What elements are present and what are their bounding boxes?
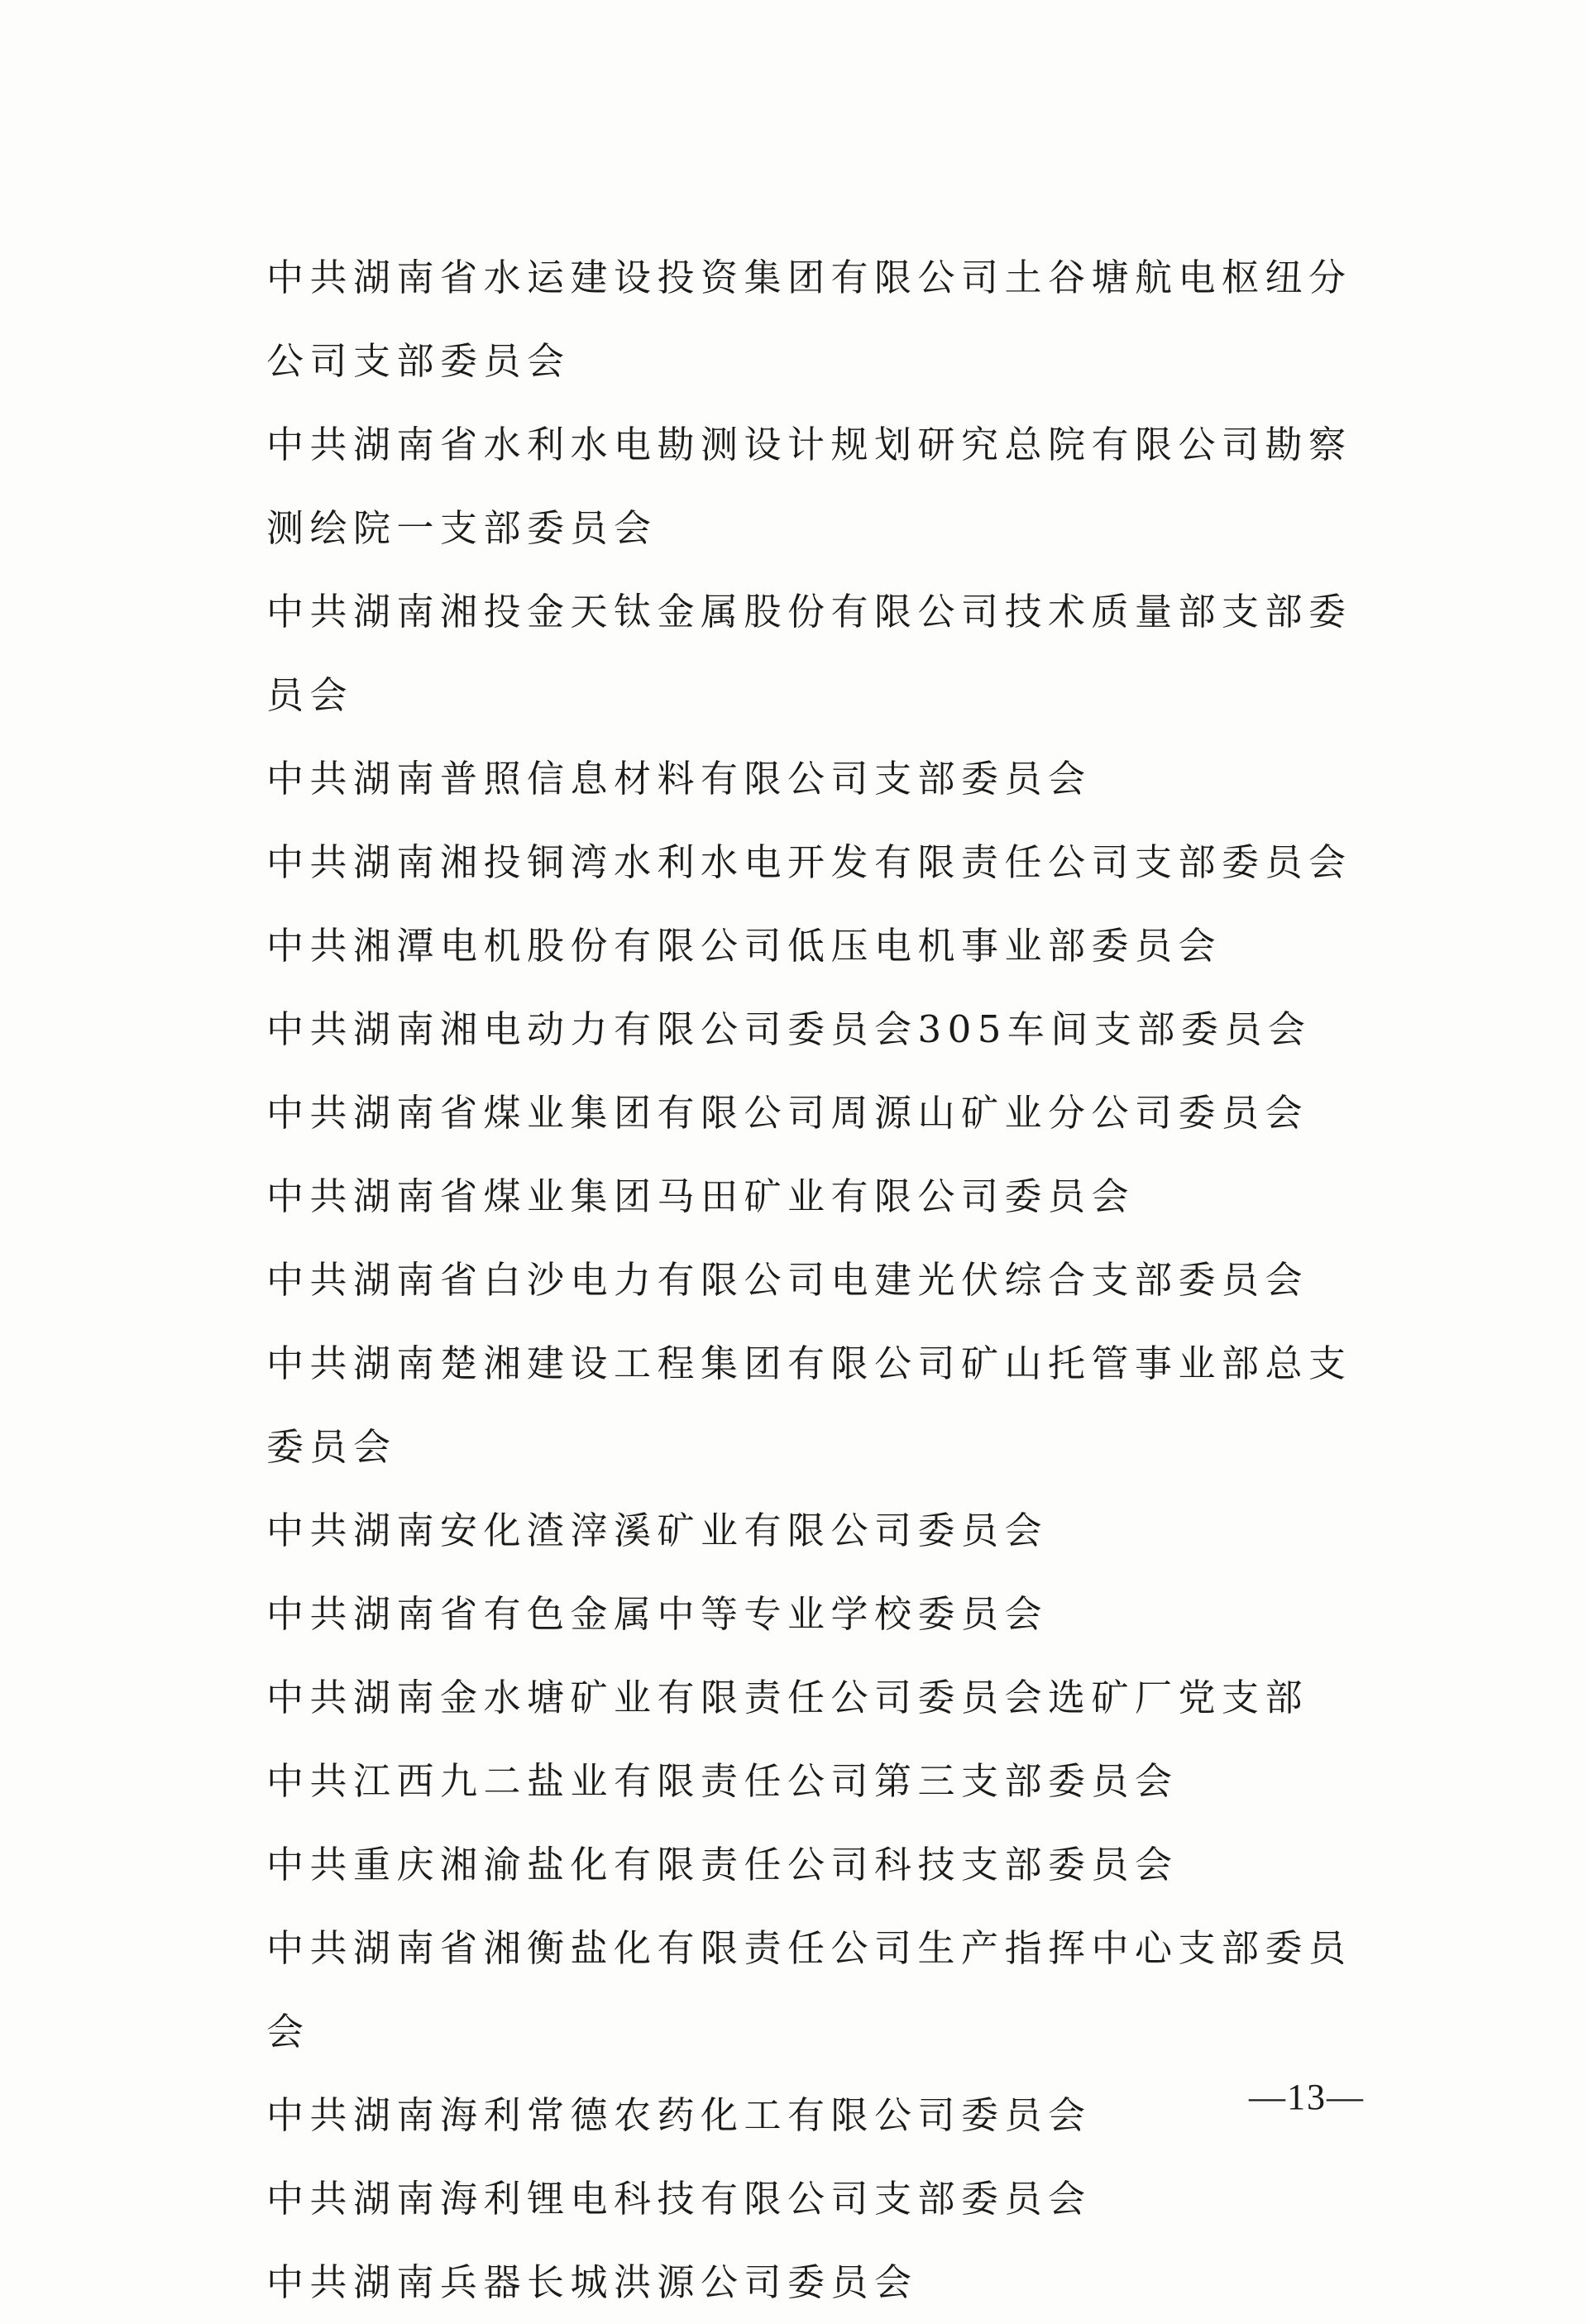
list-item: 中共湖南省湘衡盐化有限责任公司生产指挥中心支部委员会 — [266, 1926, 1352, 2054]
list-item: 中共湖南湘投铜湾水利水电开发有限责任公司支部委员会 — [266, 840, 1352, 884]
list-item: 中共湖南安化渣滓溪矿业有限公司委员会 — [266, 1509, 1049, 1552]
list-item: 中共湖南金水塘矿业有限责任公司委员会选矿厂党支部 — [266, 1676, 1309, 1719]
list-item: 中共湖南海利锂电科技有限公司支部委员会 — [266, 2177, 1092, 2221]
list-item: 中共湖南省水利水电勘测设计规划研究总院有限公司勘察测绘院一支部委员会 — [266, 423, 1352, 550]
list-item: 中共江西九二盐业有限责任公司第三支部委员会 — [266, 1759, 1179, 1803]
list-item: 中共湖南省煤业集团马田矿业有限公司委员会 — [266, 1174, 1136, 1218]
list-item: 中共湖南兵器长城洪源公司委员会 — [266, 2260, 918, 2304]
list-item: 中共湖南湘投金天钛金属股份有限公司技术质量部支部委员会 — [266, 590, 1352, 717]
list-item: 中共湖南湘电动力有限公司委员会305车间支部委员会 — [266, 1007, 1312, 1051]
list-item: 中共重庆湘渝盐化有限责任公司科技支部委员会 — [266, 1843, 1179, 1886]
list-item: 中共湖南省水运建设投资集团有限公司土谷塘航电枢纽分公司支部委员会 — [266, 256, 1352, 383]
list-item: 中共湖南省白沙电力有限公司电建光伏综合支部委员会 — [266, 1258, 1309, 1302]
list-item: 中共湖南海利常德农药化工有限公司委员会 — [266, 2093, 1092, 2137]
list-item: 中共湖南省有色金属中等专业学校委员会 — [266, 1592, 1049, 1636]
list-item: 中共湖南普照信息材料有限公司支部委员会 — [266, 757, 1092, 801]
list-item: 中共湘潭电机股份有限公司低压电机事业部委员会 — [266, 924, 1222, 968]
list-item: 中共湖南楚湘建设工程集团有限公司矿山托管事业部总支委员会 — [266, 1341, 1352, 1469]
list-item: 中共湖南省煤业集团有限公司周源山矿业分公司委员会 — [266, 1091, 1309, 1135]
organization-list — [266, 236, 1375, 2324]
page-number: —13— — [1249, 2077, 1365, 2117]
